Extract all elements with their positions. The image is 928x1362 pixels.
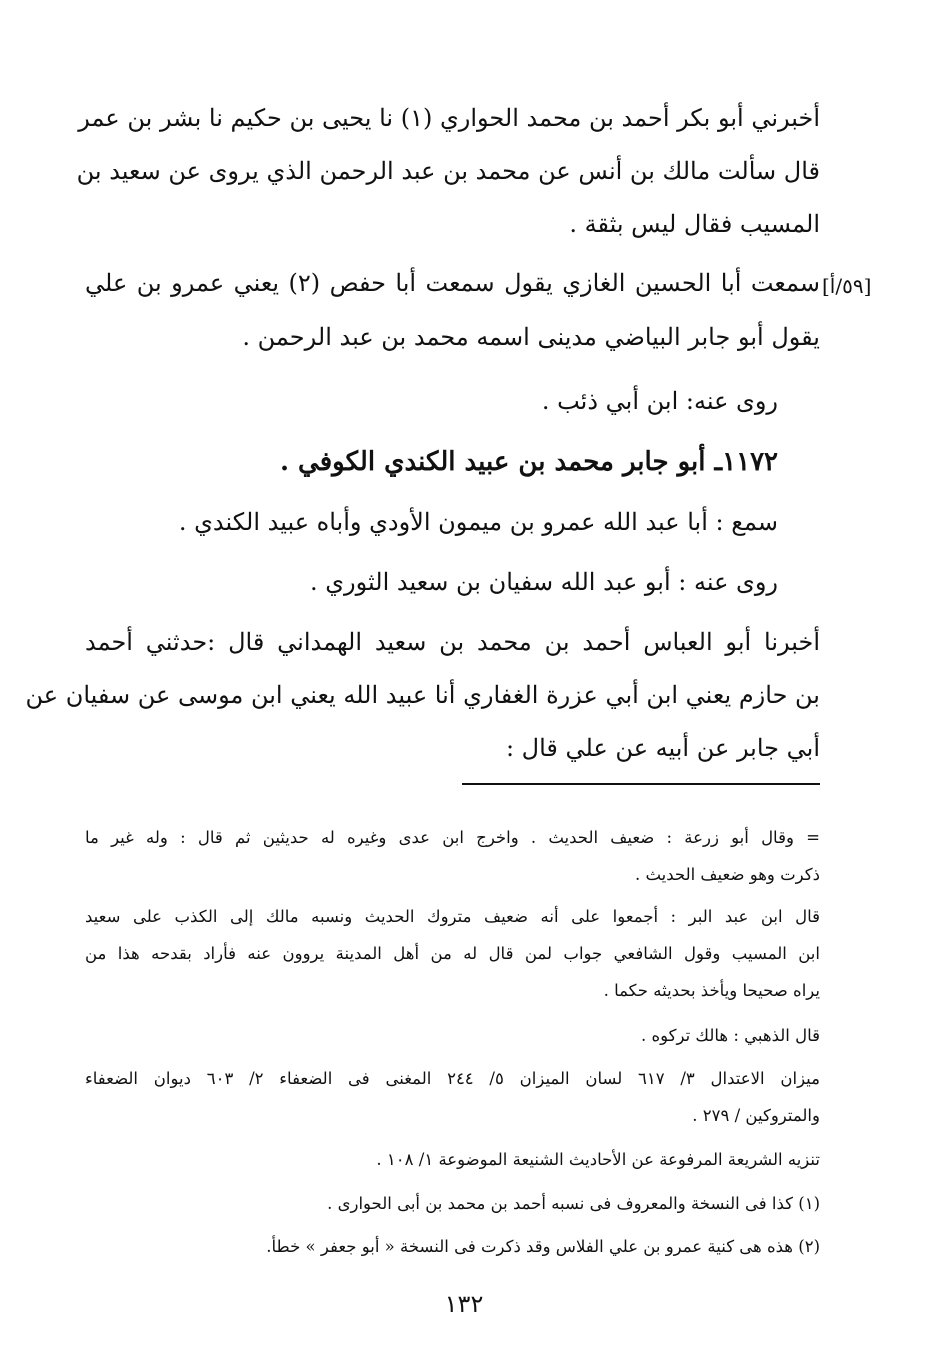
footnote-1: (١) كذا فى النسخة والمعروف فى نسبه أحمد بن محمد بن أبى الحوارى . [327,1194,820,1213]
body-p6-line1: أخبرنا أبو العباس أحمد بن محمد بن سعيد الهمداني قال :حدثني أحمد [85,628,820,656]
footnote-dhahabi: قال الذهبي : هالك تركوه . [640,1026,820,1045]
footnote-sources-line2: والمتروكين / ٢٧٩ . [692,1106,820,1125]
margin-folio-reference: [٥٩/أ] [822,274,872,298]
body-p3: روى عنه: ابن أبي ذئب . [541,387,778,415]
body-p2-line2: يقول أبو جابر البياضي مدينى اسمه محمد بن عبد الرحمن . [242,323,820,351]
footnote-ibn-abd-albarr-line1: قال ابن عبد البر : أجمعوا على أنه ضعيف متروك الحديث ونسبه مالك إلى الكذب على سعيد [85,907,820,926]
entry-heading: ١١٧٢ـ أبو جابر محمد بن عبيد الكندي الكوفي . [279,447,778,477]
footnote-ibn-abd-albarr-line2: ابن المسيب وقول الشافعي جواب لمن قال له من أهل المدينة يروون عنه فأراد بقدحه هذا من [85,944,820,963]
body-p2-line1: سمعت أبا الحسين الغازي يقول سمعت أبا حفص (٢) يعني عمرو بن علي [85,269,820,297]
body-p1-line3: المسيب فقال ليس بثقة . [569,210,820,238]
body-p5: روى عنه : أبو عبد الله سفيان بن سعيد الثوري . [310,568,778,596]
body-p1-line1: أخبرني أبو بكر أحمد بن محمد الحواري (١) نا يحيى بن حكيم نا بشر بن عمر [78,104,820,132]
body-p6-line3: أبي جابر عن أبيه عن علي قال : [505,734,820,762]
footnote-ibn-abd-albarr-line3: يراه صحيحا ويأخذ بحديثه حكما . [603,981,820,1000]
footnote-sources-line1: ميزان الاعتدال ٣/ ٦١٧ لسان الميزان ٥/ ٢٤٤ المغنى فى الضعفاء ٢/ ٦٠٣ ديوان الضعفاء [85,1069,820,1088]
footnote-continuation-line2: ذكرت وهو ضعيف الحديث . [634,865,820,884]
body-p4: سمع : أبا عبد الله عمرو بن ميمون الأودي وأباه عبيد الكندي . [178,508,778,536]
footnote-separator [462,783,820,785]
footnote-continuation-line1: = وقال أبو زرعة : ضعيف الحديث . واخرج ابن عدى وغيره له حديثين ثم قال : وله غير ما [85,828,820,847]
body-p1-line2: قال سألت مالك بن أنس عن محمد بن عبد الرحمن الذي يروى عن سعيد بن [76,157,820,185]
footnote-2: (٢) هذه هى كنية عمرو بن علي الفلاس وقد ذكرت فى النسخة « أبو جعفر » خطأ. [266,1237,820,1256]
body-p6-line2: بن حازم يعني ابن أبي عزرة الغفاري أنا عبيد الله يعني ابن موسى عن سفيان عن [25,681,820,709]
page-number: ١٣٢ [444,1290,484,1318]
footnote-tanzih: تنزيه الشريعة المرفوعة عن الأحاديث الشنيعة الموضوعة ١/ ١٠٨ . [376,1150,820,1169]
